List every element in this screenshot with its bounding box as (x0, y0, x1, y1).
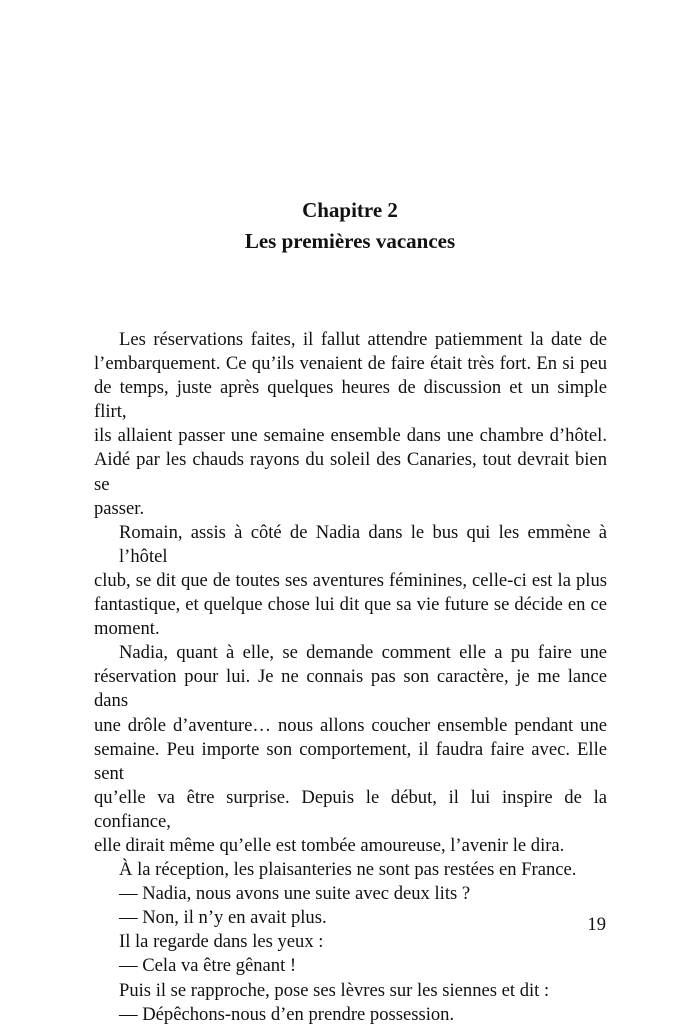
paragraph (94, 979, 607, 1003)
text-line: club, se dit que de toutes ses aventures féminines, celle-ci est la plus (94, 569, 607, 591)
text-line: Il la regarde dans les yeux : (119, 931, 324, 953)
text-line: une drôle d’aventure… nous allons coucher ensemble pendant une (94, 714, 607, 736)
text-line: — Non, il n’y en avait plus. (119, 907, 327, 929)
paragraph (94, 858, 607, 882)
paragraph (94, 1003, 607, 1027)
page-number: 19 (587, 914, 606, 935)
text-line: qu’elle va être surprise. Depuis le début, il lui inspire de la confiance, (94, 786, 607, 832)
text-line: — Nadia, nous avons une suite avec deux lits ? (119, 883, 471, 905)
text-line: — Dépêchons-nous d’en prendre possession. (119, 1003, 455, 1025)
text-line: ils allaient passer une semaine ensemble dans une chambre d’hôtel. (94, 425, 607, 447)
text-line: — Cela va être gênant ! (119, 955, 297, 977)
text-line: l’embarquement. Ce qu’ils venaient de faire était très fort. En si peu (94, 353, 607, 375)
text-line: moment. (94, 618, 160, 640)
chapter-number: Chapitre 2 (302, 198, 398, 222)
paragraph (94, 328, 607, 521)
text-line: elle dirait même qu’elle est tombée amoureuse, l’avenir le dira. (94, 834, 565, 856)
text-line: Les réservations faites, il fallut attendre patiemment la date de (119, 329, 607, 350)
text-line: passer. (94, 497, 145, 519)
body-text (94, 328, 607, 1027)
text-line: À la réception, les plaisanteries ne sont pas restées en France. (119, 859, 577, 881)
text-line: semaine. Peu importe son comportement, il faudra faire avec. Elle sent (94, 738, 607, 784)
chapter-title: Les premières vacances (244, 229, 456, 253)
text-line: Aidé par les chauds rayons du soleil des Canaries, tout devrait bien se (94, 449, 607, 495)
paragraph (94, 954, 607, 978)
paragraph (94, 521, 607, 641)
text-line: Nadia, quant à elle, se demande comment elle a pu faire une (119, 642, 607, 664)
text-line: de temps, juste après quelques heures de discussion et un simple flirt, (94, 377, 607, 423)
paragraph (94, 882, 607, 906)
paragraph (94, 906, 607, 930)
text-line: Romain, assis à côté de Nadia dans le bus qui les emmène à l’hôtel (119, 521, 607, 567)
text-line: Puis il se rapproche, pose ses lèvres sur les siennes et dit : (119, 979, 550, 1001)
text-line: fantastique, et quelque chose lui dit que sa vie future se décide en ce (94, 594, 607, 616)
paragraph (94, 641, 607, 858)
text-line: réservation pour lui. Je ne connais pas son caractère, je me lance dans (94, 666, 607, 712)
paragraph (94, 930, 607, 954)
